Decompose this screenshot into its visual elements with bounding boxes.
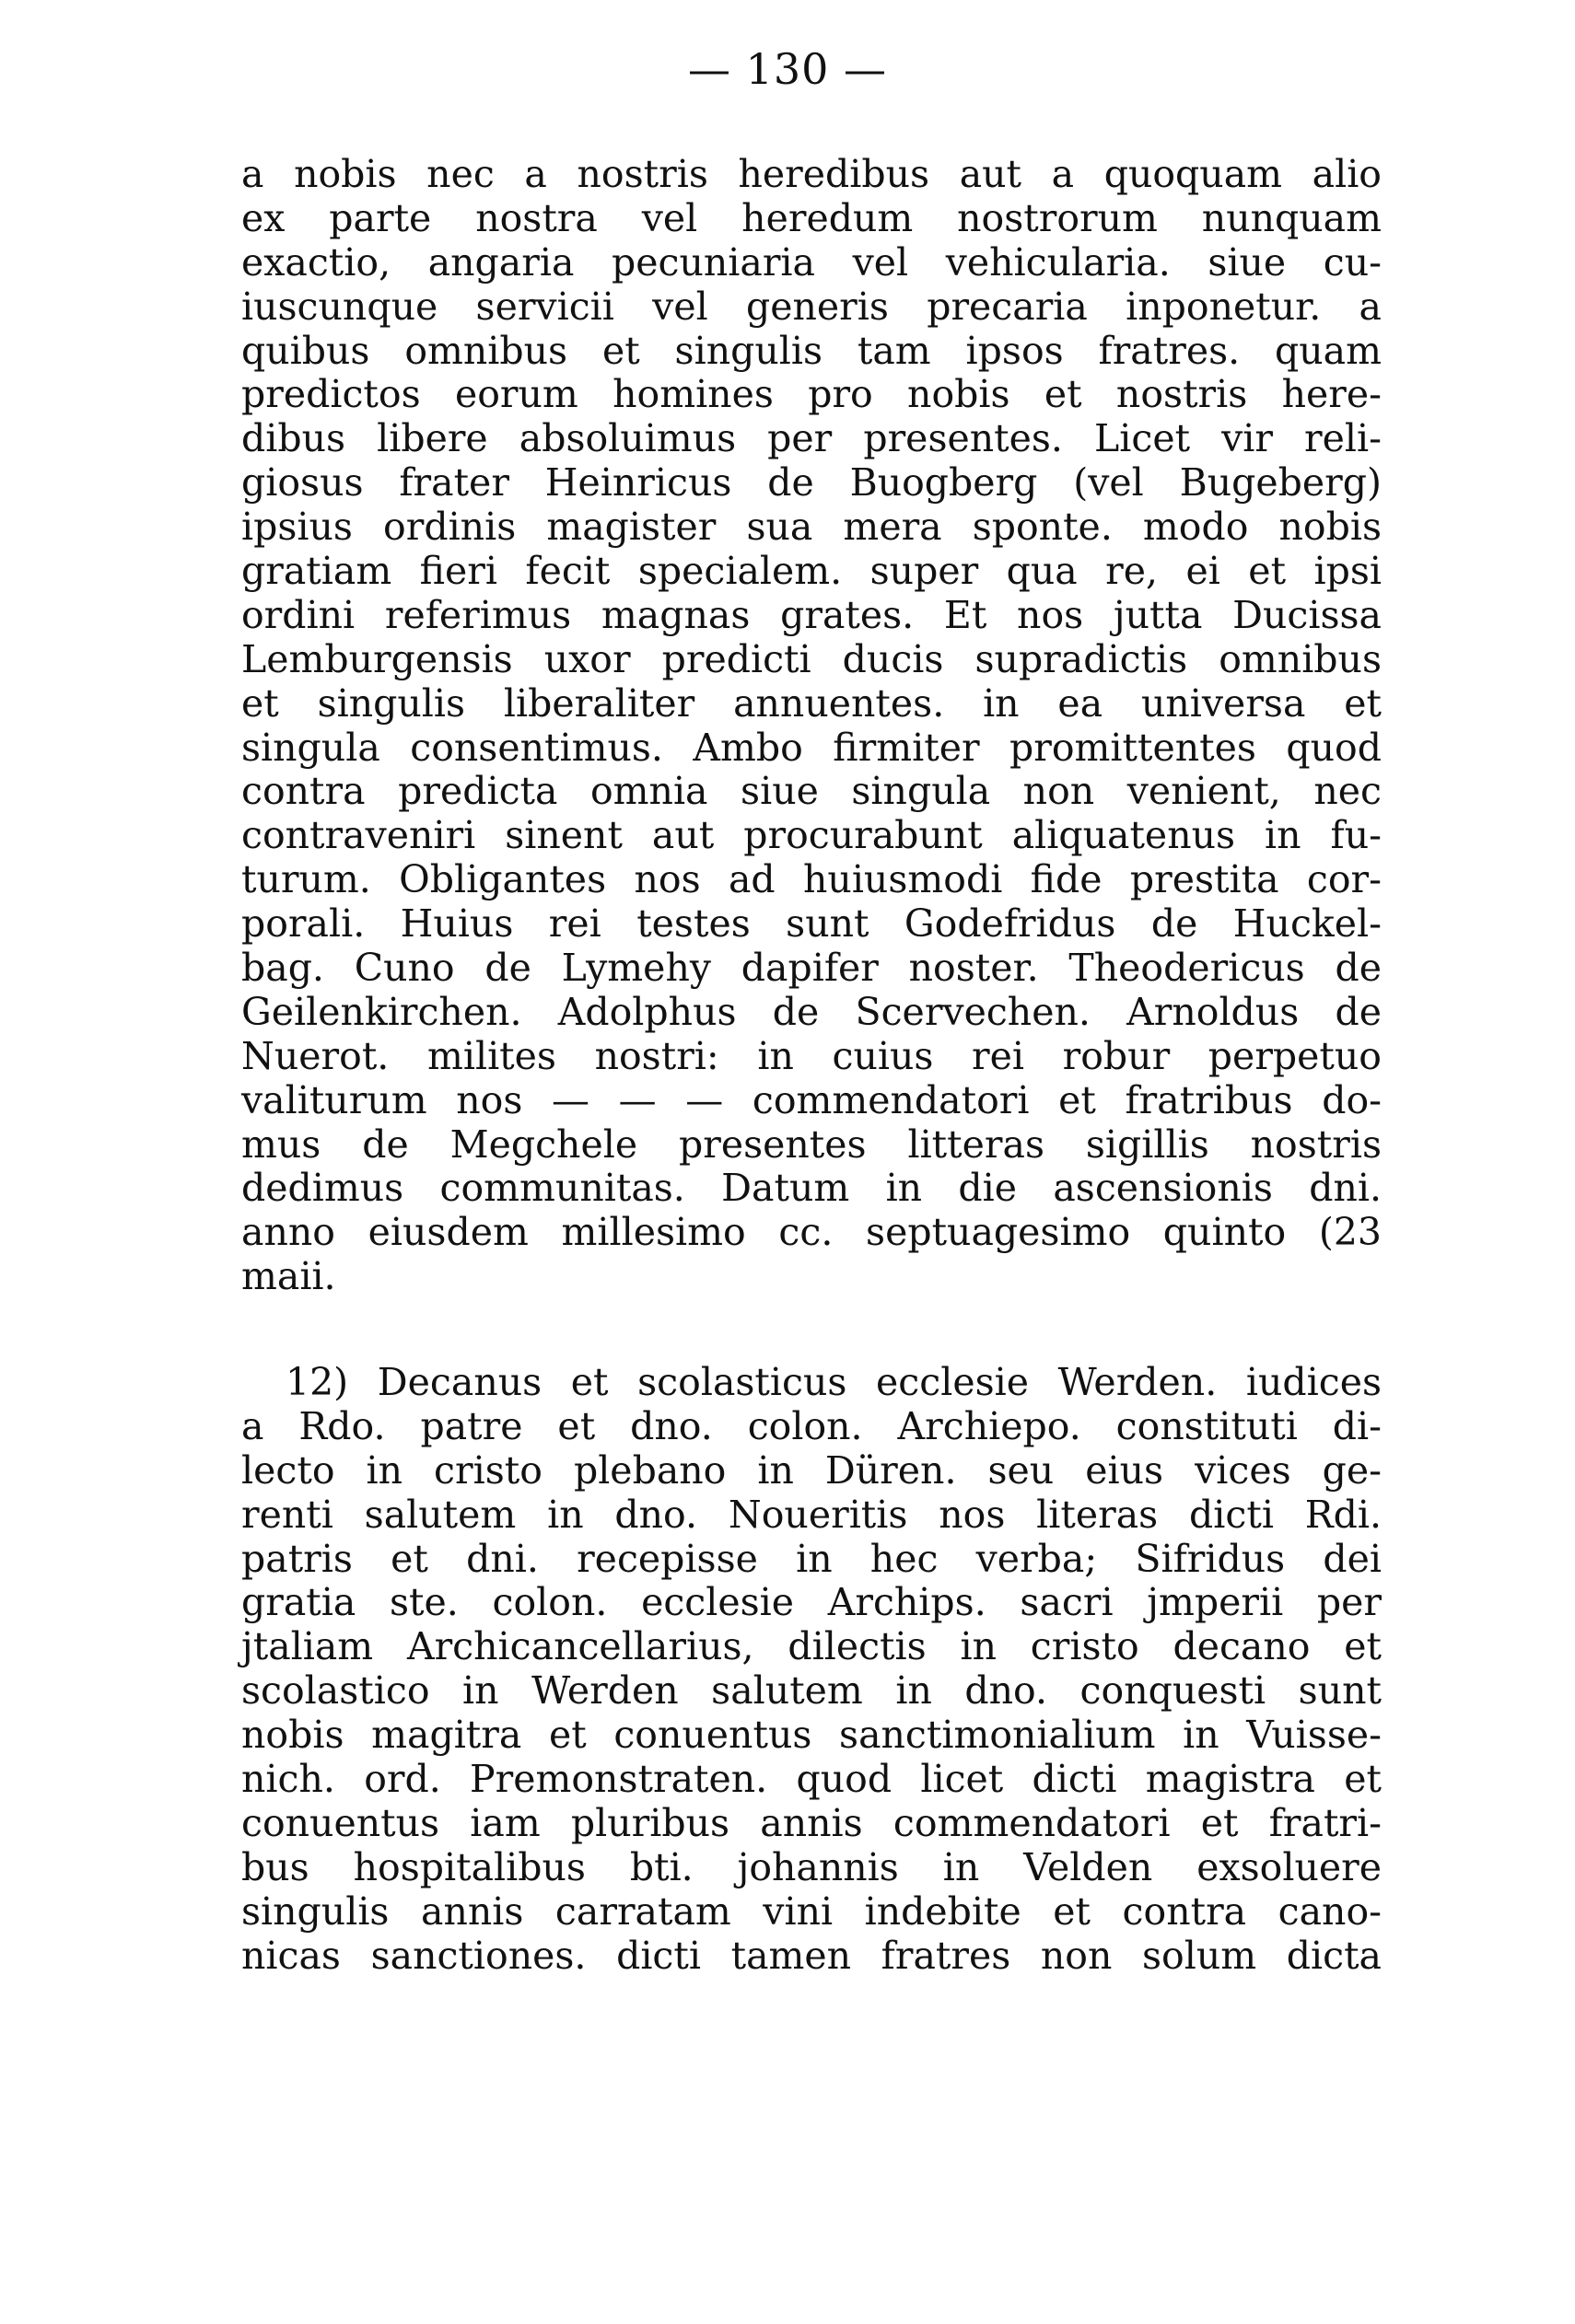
text-line: mus de Megchele presentes litteras sigillis nostris [241, 1121, 1382, 1167]
text-line: renti salutem in dno. Noueritis nos literas dicti Rdi. [241, 1492, 1382, 1537]
text-line: exactio, angaria pecuniaria vel vehicularia. siue cu- [241, 239, 1382, 285]
text-line: a nobis nec a nostris heredibus aut a quoquam alio [241, 152, 1382, 196]
page-number: — 130 — [687, 44, 888, 94]
text-line: maii. [241, 1254, 336, 1299]
text-line: scolastico in Werden salutem in dno. conquesti sunt [241, 1668, 1382, 1714]
text-line: ordini referimus magnas grates. Et nos jutta Ducissa [241, 592, 1382, 637]
text-line: bag. Cuno de Lymehy dapifer noster. Theodericus de [241, 946, 1382, 991]
document-12-text-block [241, 1361, 1382, 1978]
text-line: dibus libere absoluimus per presentes. Licet vir reli- [241, 416, 1382, 461]
text-line: Geilenkirchen. Adolphus de Scervechen. Arnoldus de [241, 989, 1382, 1034]
text-line: nicas sanctiones. dicti tamen fratres non solum dicta [241, 1933, 1382, 1978]
text-line: dedimus communitas. Datum in die ascensionis dni. [241, 1166, 1382, 1211]
text-line: lecto in cristo plebano in Düren. seu eius vices ge- [241, 1447, 1382, 1493]
text-line: gratiam fieri fecit specialem. super qua re, ei et ipsi [241, 549, 1382, 594]
text-line: anno eiusdem millesimo cc. septuagesimo quinto (23 [241, 1210, 1382, 1255]
text-line: contra predicta omnia siue singula non venient, nec [241, 769, 1382, 814]
text-line: jtaliam Archicancellarius, dilectis in cristo decano et [241, 1624, 1382, 1669]
text-line: iuscunque servicii vel generis precaria inponetur. a [241, 284, 1382, 329]
text-line: patris et dni. recepisse in hec verba; Sifridus dei [241, 1536, 1382, 1581]
text-line: predictos eorum homines pro nobis et nostris here- [241, 372, 1382, 417]
text-line: nobis magitra et conuentus sanctimonialium in Vuisse- [241, 1713, 1382, 1758]
text-line: singulis annis carratam vini indebite et contra cano- [241, 1888, 1382, 1934]
text-line: valiturum nos — — — commendatori et fratribus do- [241, 1077, 1382, 1122]
document-heading-line: 12) Decanus et scolasticus ecclesie Werden. iudices [286, 1360, 1382, 1404]
text-line: gratia ste. colon. ecclesie Archips. sacri jmperii per [241, 1580, 1382, 1625]
text-line: singula consentimus. Ambo firmiter promittentes quod [241, 725, 1382, 770]
text-line: Nuerot. milites nostri: in cuius rei robur perpetuo [241, 1033, 1382, 1078]
text-line: ex parte nostra vel heredum nostrorum nunquam [241, 195, 1382, 240]
text-line: contraveniri sinent aut procurabunt aliquatenus in fu- [241, 813, 1382, 858]
text-line: giosus frater Heinricus de Buogberg (vel Bugeberg) [241, 460, 1382, 505]
text-line: porali. Huius rei testes sunt Godefridus de Huckel- [241, 901, 1382, 947]
text-line: a Rdo. patre et dno. colon. Archiepo. constituti di- [241, 1403, 1382, 1448]
text-line: ipsius ordinis magister sua mera sponte. modo nobis [241, 505, 1382, 550]
text-line: nich. ord. Premonstraten. quod licet dicti magistra et [241, 1757, 1382, 1802]
continuation-text-block [241, 153, 1382, 1299]
text-line: turum. Obligantes nos ad huiusmodi fide prestita cor- [241, 857, 1382, 902]
text-line: et singulis liberaliter annuentes. in ea universa et [241, 680, 1382, 726]
text-line: Lemburgensis uxor predicti ducis supradictis omnibus [241, 636, 1382, 681]
text-line: bus hospitalibus bti. johannis in Velden exsoluere [241, 1844, 1382, 1889]
text-line: conuentus iam pluribus annis commendatori et fratri- [241, 1800, 1382, 1845]
text-line: quibus omnibus et singulis tam ipsos fratres. quam [241, 328, 1382, 373]
